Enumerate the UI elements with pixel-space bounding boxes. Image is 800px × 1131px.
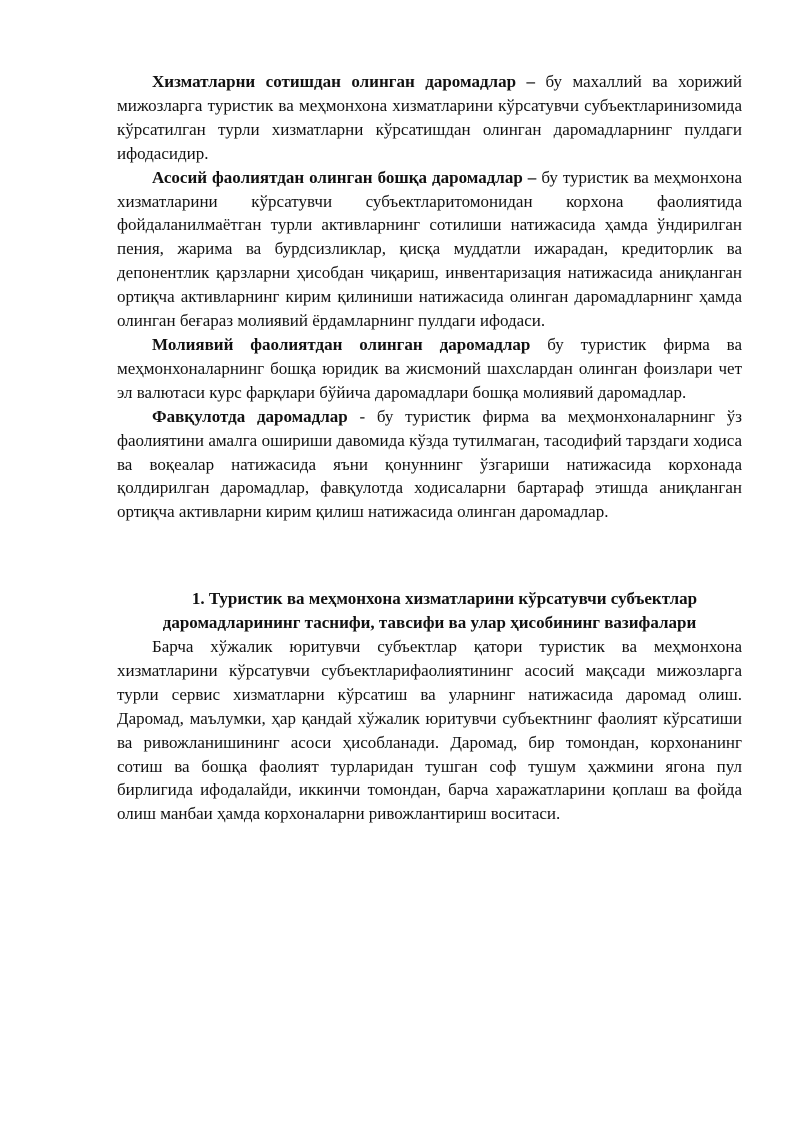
definition-paragraph-sales-income [117,70,742,166]
definition-text: бу махаллий ва хорижий мижозларга туристик ва меҳмонхона хизматларини кўрсатувчи субъектларинизомида кўрсатилган турли хизматларни кўрсатишдан олинган даромадларнинг пулдаги ифодасидир. [117,72,742,163]
section-heading [117,587,742,635]
definition-term: Асосий фаолиятдан олинган бошқа даромадлар – [152,167,537,187]
section-heading-line-1: 1. Туристик ва меҳмонхона хизматларини кўрсатувчи субъектлар [191,589,698,609]
definition-term: Молиявий фаолиятдан олинган даромадлар [152,334,531,354]
definition-text: - бу туристик фирма ва меҳмонхоналарнинг ўз фаолиятини амалга ошириши давомида кўзда тутилмаган, тасодифий тарздаги ходиса ва воқеалар натижасида яъни қонуннинг ўзгариши натижасида корхонада қолдирилган даромадлар, фавқулотда ходисаларни бартараф этишда аниқланган ортиқча активларни кирим қилиш натижасида олинган даромадлар. [117,406,742,522]
definition-paragraph-financial-income [117,333,742,405]
definition-term: Фавқулотда даромадлар [152,406,348,426]
definition-term: Хизматларни сотишдан олинган даромадлар – [152,72,536,91]
definition-text: бу туристик ва меҳмонхона хизматларини кўрсатувчи субъектларитомонидан корхона фаолиятида фойдаланилмаётган турли активларнинг сотилиши натижасида ҳамда ўндирилган пения, жарима ва бурдсизликлар, қисқа муддатли ижарадан, кредиторлик ва депонентлик қарзларни ҳисобдан чиқариш, инвентаризация натижасида аниқланган ортиқча активларнинг кирим қилиниши натижасида олинган даромадларнинг ҳамда олинган беғараз молиявий ёрдамларнинг пулдаги ифодаси. [117,167,742,331]
definition-paragraph-other-operating-income [117,166,742,333]
section-heading-line-2: даромадларининг таснифи, тавсифи ва улар ҳисобининг вазифалари [162,613,697,633]
definition-paragraph-extraordinary-income [117,405,742,525]
body-paragraph: Барча хўжалик юритувчи субъектлар қатори туристик ва меҳмонхона хизматларини кўрсатувчи субъектларифаолиятининг асосий мақсади мижозларга турли сервис хизматларни кўрсатиш ва уларнинг натижасида даромад олиш. Даромад, маълумки, ҳар қандай хўжалик юритувчи субъектнинг фаолият кўрсатиши ва ривожланишининг асоси ҳисобланади. Даромад, бир томондан, корхонанинг сотиш ва бошқа фаолият турларидан тушган соф тушум ҳажмини ягона пул бирлигида ифодалайди, иккинчи томондан, барча харажатларини қоплаш ва фойда олиш манбаи ҳамда корхоналарни ривожлантириш воситаси. [117,637,742,824]
definition-text: бу туристик фирма ва меҳмонхоналарнинг бошқа юридик ва жисмоний шахслардан олинган фоизлари чет эл валютаси курс фарқлари бўйича даромадлари бошқа молиявий даромадлар. [117,334,742,402]
